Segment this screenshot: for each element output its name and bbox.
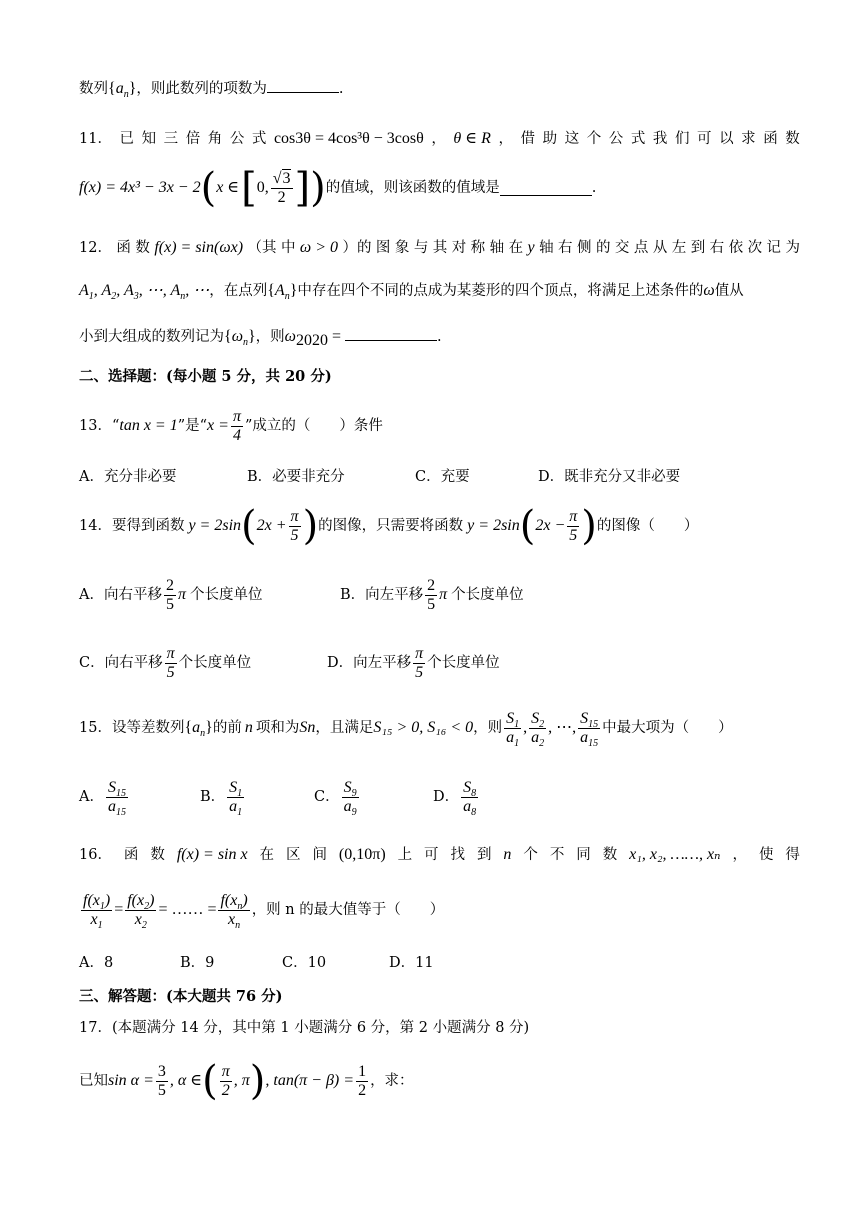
q15-option-d[interactable]: D． $\frac{S_8}{a_8}$ (433, 778, 477, 818)
q16-option-a[interactable]: A．8 (79, 955, 114, 971)
q13-option-d[interactable]: D．既非充分又非必要 (538, 469, 681, 485)
q12-line3: 小到大组成的数列记为$\{\omega_n\}$，则$\omega_{2020}$ = . (79, 328, 442, 349)
answer-blank[interactable] (345, 326, 437, 341)
q11-function: f(x) = 4x³ − 3x − 2 (79, 179, 201, 196)
triple-angle-formula: cos3θ = 4cos³θ − 3cosθ (273, 130, 424, 147)
q16-option-c[interactable]: C．10 (282, 955, 327, 971)
q15-stem: 15．设等差数列 $\{a_n\}$ 的前 n 项和为 S n ，且满足 S₁₅ > 0, S₁₆ < 0 ，则 $\frac{S_1}{a_1}$ , $\frac{S_2}{a_2}$ , ⋯, $\frac{S_{15}}{a_{15}}$ 中最大项为（ ） (79, 709, 733, 749)
q16-option-d[interactable]: D．11 (389, 955, 434, 971)
q12-line2: $A_1$, $A_2$, $A_3$, ⋯, $A_n$, ⋯，在点列$\{A_n\}$中存在四个不同的点成为某菱形的四个顶点，将满足上述条件的ω值从 (79, 282, 744, 303)
q14-stem: 14．要得到函数 y = 2sin ( 2x + $\frac{\pi}{5}$ ) 的图像，只需要将函数 y = 2sin ( 2x − $\frac{\pi}{5}$ ) 的图像（ ） (79, 503, 699, 549)
q11-line1: 11． 已 知 三 倍 角 公 式 cos3θ = 4cos³θ − 3cosθ ， θ ∈ R ， 借 助 这 个 公 式 我 们 可 以 求 函 数 (79, 128, 800, 150)
q15-option-b[interactable]: B． $\frac{S_1}{a_1}$ (200, 778, 243, 818)
answer-blank[interactable] (267, 78, 339, 93)
section-3-heading: 三、解答题：(本大题共 76 分) (79, 988, 283, 1005)
q14-option-c[interactable]: C．向右平移 $\frac{\pi}{5}$ 个长度单位 (79, 644, 252, 681)
q12-line1: 12． 函 数 f(x) = sin(ωx) （其 中 ω > 0 ）的 图 象 与 其 对 称 轴 在 y 轴 右 侧 的 交 点 从 左 到 右 依 次 记 为 (79, 239, 800, 256)
q15-option-c[interactable]: C． $\frac{S_9}{a_9}$ (314, 778, 357, 818)
q10-tail: 数列$\{a_n\}$，则此数列的项数为 . (79, 80, 344, 101)
q17-stem: 17．(本题满分 14 分，其中第 1 小题满分 6 分，第 2 小题满分 8 分) (79, 1020, 530, 1036)
q16-line1: 16． 函 数 f(x) = sin x 在 区 间 (0,10π) 上 可 找 到 n 个 不 同 数 x₁, x₂, ……, xₙ ， 使 得 (79, 846, 800, 863)
q17-given: 已知 sin α = $\frac{3}{5}$ , α ∈ ( $\frac{\pi}{2}$ , π ) , tan(π − β) = $\frac{1}{2}$ ，求： (79, 1058, 414, 1104)
q15-option-a[interactable]: A． $\frac{S_{15}}{a_{15}}$ (79, 778, 126, 818)
q13-option-c[interactable]: C．充要 (415, 469, 470, 485)
q16-option-b[interactable]: B．9 (180, 955, 215, 971)
q13-option-b[interactable]: B．必要非充分 (247, 469, 345, 485)
answer-blank[interactable] (500, 181, 592, 196)
q13-stem: 13．“ tan x = 1 ”是“ x = $\frac{\pi}{4}$ ”成立的（ ）条件 (79, 407, 383, 444)
section-2-heading: 二、选择题：(每小题 5 分，共 20 分) (79, 368, 332, 385)
q11-line2: f(x) = 4x³ − 3x − 2 ( x ∈ [ 0, $\frac{√3}{2}$ ] ) 的值域，则该函数的值域是 . (79, 165, 597, 211)
q14-option-b[interactable]: B．向左平移 $\frac{2}{5}$ π 个长度单位 (340, 576, 524, 613)
q14-option-a[interactable]: A．向右平移 $\frac{2}{5}$ π 个长度单位 (79, 576, 263, 613)
q16-line2: $\frac{f(x_1)}{x_1}$ = $\frac{f(x_2)}{x_2}$ = …… = $\frac{f(x_n)}{x_n}$ ，则 n 的最大值等于（ ） (83, 891, 445, 931)
q13-option-a[interactable]: A．充分非必要 (79, 469, 177, 485)
q14-option-d[interactable]: D．向左平移 $\frac{\pi}{5}$ 个长度单位 (327, 644, 500, 681)
